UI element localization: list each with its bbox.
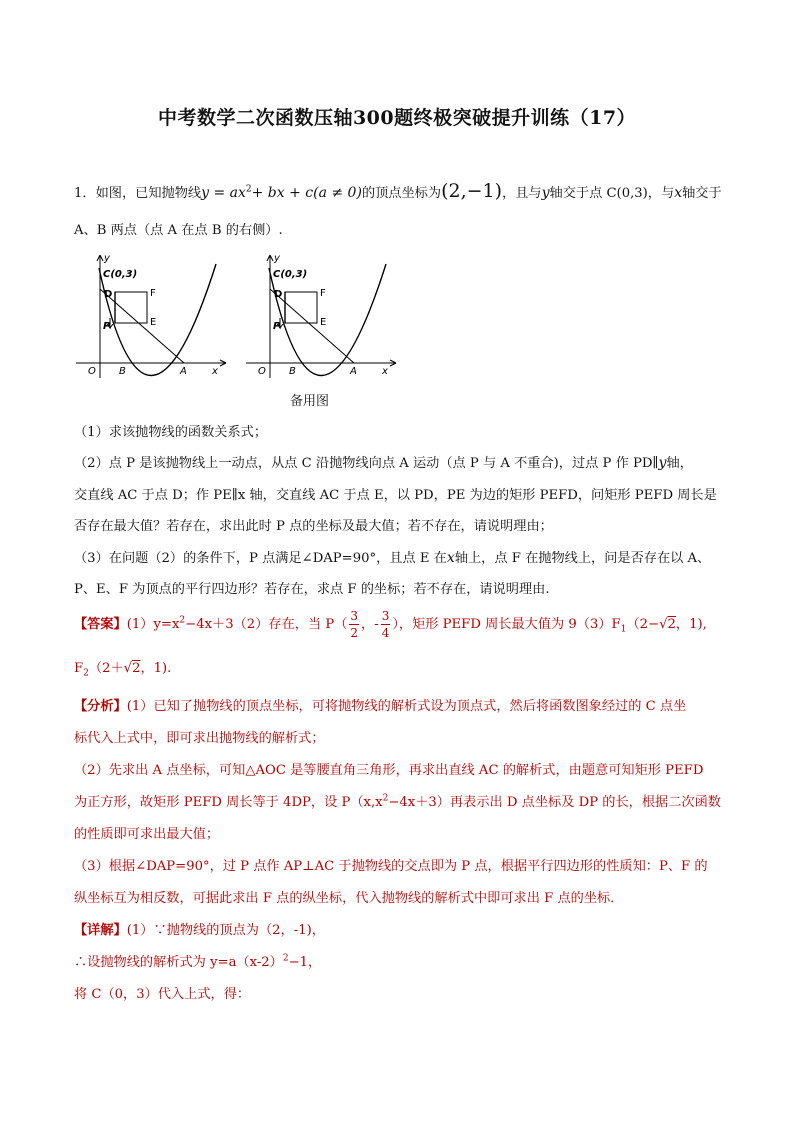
problem-line-2: A、B 两点（点 A 在点 B 的右侧）. — [74, 223, 283, 238]
figure-2-caption: 备用图 — [290, 394, 330, 409]
answer-line-1: 【答案】$(1)y=x^2-4x+3(2)$存在，当 P（ $\frac{3}{2}$ ，- $\frac{3}{4}$ ），矩形 PEFD 周长最大值为 $9(3)F_1(2-√2$，1), — [74, 609, 707, 640]
fig1-label-c: C(0,3) — [103, 269, 138, 280]
analysis-line-2: 标代入上式中，即可求出抛物线的解析式； — [74, 731, 325, 746]
fig1-label-e: E — [150, 317, 157, 328]
fig2-label-x: x — [382, 366, 388, 377]
question-2-line-3: 否存在最大值？若存在，求出此时 P 点的坐标及最大值；若不存在，请说明理由； — [74, 519, 553, 534]
question-2-line-1: （2）点 P 是该抛物线上一动点，从点 C 沿抛物线向点 A 运动（点 P 与 A 不重合)，过点 P 作 PD∥y轴， — [74, 455, 693, 471]
fig2-label-p: P — [273, 321, 281, 332]
analysis-line-7: 纵坐标互为相反数，可据此求出 F 点的纵坐标，代入抛物线的解析式中即可求出 F 点的坐标． — [74, 891, 624, 906]
fig1-label-o: O — [88, 366, 96, 377]
fig2-label-b: B — [289, 366, 296, 377]
fig2-label-d: D — [274, 289, 283, 300]
fig1-label-y: y — [104, 253, 110, 264]
problem-line-1: 1．如图，已知抛物线$y = ax^2+$ bx + c(a ≠ 0)的顶点坐标为(2,−1)，且与y轴交于点 C(0,3)，与x轴交于 — [74, 180, 722, 202]
fig1-label-p: P — [103, 321, 111, 332]
figure-2 — [246, 250, 402, 380]
detail-line-2: ∴设抛物线的解析式为 $y=a(x-2)^2-1$， — [74, 953, 322, 970]
figure-1 — [76, 250, 232, 380]
question-1: （1）求该抛物线的函数关系式； — [74, 425, 268, 440]
fig1-label-f: F — [150, 288, 156, 299]
answer-line-2: $F_2(2+√2$，1). — [74, 661, 172, 679]
fig2-label-o: O — [258, 366, 266, 377]
fig2-label-y: y — [274, 253, 280, 264]
fig2-label-c: C(0,3) — [273, 269, 308, 280]
fig2-label-a: A — [350, 366, 357, 377]
analysis-line-5: 的性质即可求出最大值； — [74, 827, 220, 842]
question-2-line-2: 交直线 AC 于点 D；作 PE∥x 轴，交直线 AC 于点 E，以 PD，PE 为边的矩形 PEFD，问矩形 PEFD 周长是 — [74, 488, 717, 503]
detail-line-1: 【详解】(1）∵抛物线的顶点为（2，-1)， — [74, 923, 325, 938]
analysis-line-6: （3）根据∠DAP=90°，过 P 点作 AP⊥AC 于抛物线的交点即为 P 点，根据平行四边形的性质知：P、F 的 — [74, 859, 708, 874]
fig1-label-a: A — [180, 366, 187, 377]
analysis-line-4: 为正方形，故矩形 PEFD 周长等于 4DP，设 $P(x,x^2-4x+3)$再表示出 D 点坐标及 DP 的长，根据二次函数 — [74, 793, 721, 810]
fig2-label-e: E — [320, 317, 327, 328]
analysis-line-3: （2）先求出 A 点坐标，可知△AOC 是等腰直角三角形，再求出直线 AC 的解析式，由题意可知矩形 PEFD — [74, 763, 704, 778]
fig1-label-d: D — [104, 289, 113, 300]
page-title: 中考数学二次函数压轴300题终极突破提升训练（17） — [157, 107, 637, 129]
fig1-label-b: B — [119, 366, 126, 377]
analysis-line-1: 【分析】(1）已知了抛物线的顶点坐标，可将抛物线的解析式设为顶点式，然后将函数图象经过的 C 点坐 — [74, 699, 687, 714]
fig2-label-f: F — [320, 288, 326, 299]
fig1-label-x: x — [212, 366, 218, 377]
detail-line-3: 将 C（0，3）代入上式，得： — [74, 987, 251, 1002]
question-3-line-2: P、E、F 为顶点的平行四边形？若存在，求点 F 的坐标；若不存在，请说明理由. — [74, 582, 550, 597]
question-3-line-1: （3）在问题（2）的条件下，P 点满足∠DAP=90°，且点 E 在x轴上，点 F 在抛物线上，问是否存在以 A、 — [74, 550, 711, 566]
